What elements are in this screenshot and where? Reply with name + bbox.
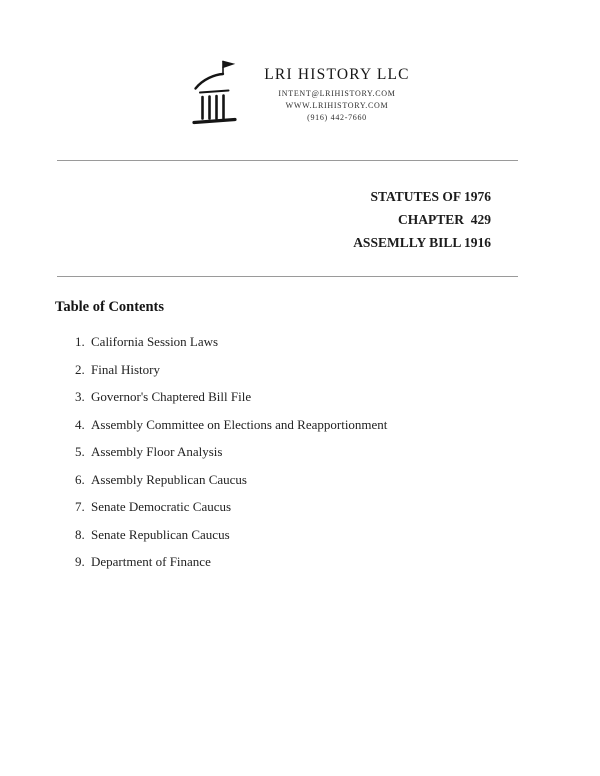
bill-line: ASSEMLLY BILL 1916 [353,235,491,250]
company-name: LRI HISTORY LLC [264,66,410,83]
statutes-line: STATUTES OF 1976 [370,189,491,204]
divider-top [57,160,518,161]
toc-item: 2. Final History [88,362,600,378]
toc-item: 5. Assembly Floor Analysis [88,444,600,460]
toc-item: 3. Governor's Chaptered Bill File [88,389,600,405]
title-block [0,185,600,254]
toc-item: 1. California Session Laws [88,334,600,350]
letterhead [0,0,600,130]
toc-item: 8. Senate Republican Caucus [88,527,600,543]
website-text: WWW.LRIHISTORY.COM [285,101,389,110]
chapter-line: CHAPTER 429 [397,212,491,227]
toc-item: 9. Department of Finance [88,554,600,570]
letterhead-text [264,66,409,122]
phone-text: (916) 442-7660 [307,113,367,122]
toc-item: 7. Senate Democratic Caucus [88,499,600,515]
toc-heading: Table of Contents [55,299,165,315]
divider-bottom [57,276,518,277]
toc-list [0,334,600,570]
toc-item: 6. Assembly Republican Caucus [88,472,600,488]
toc-item: 4. Assembly Committee on Elections and Reapportionment [88,417,600,433]
email-text: INTENT@LRIHISTORY.COM [278,89,396,98]
capitol-sketch-logo-icon [190,58,244,130]
